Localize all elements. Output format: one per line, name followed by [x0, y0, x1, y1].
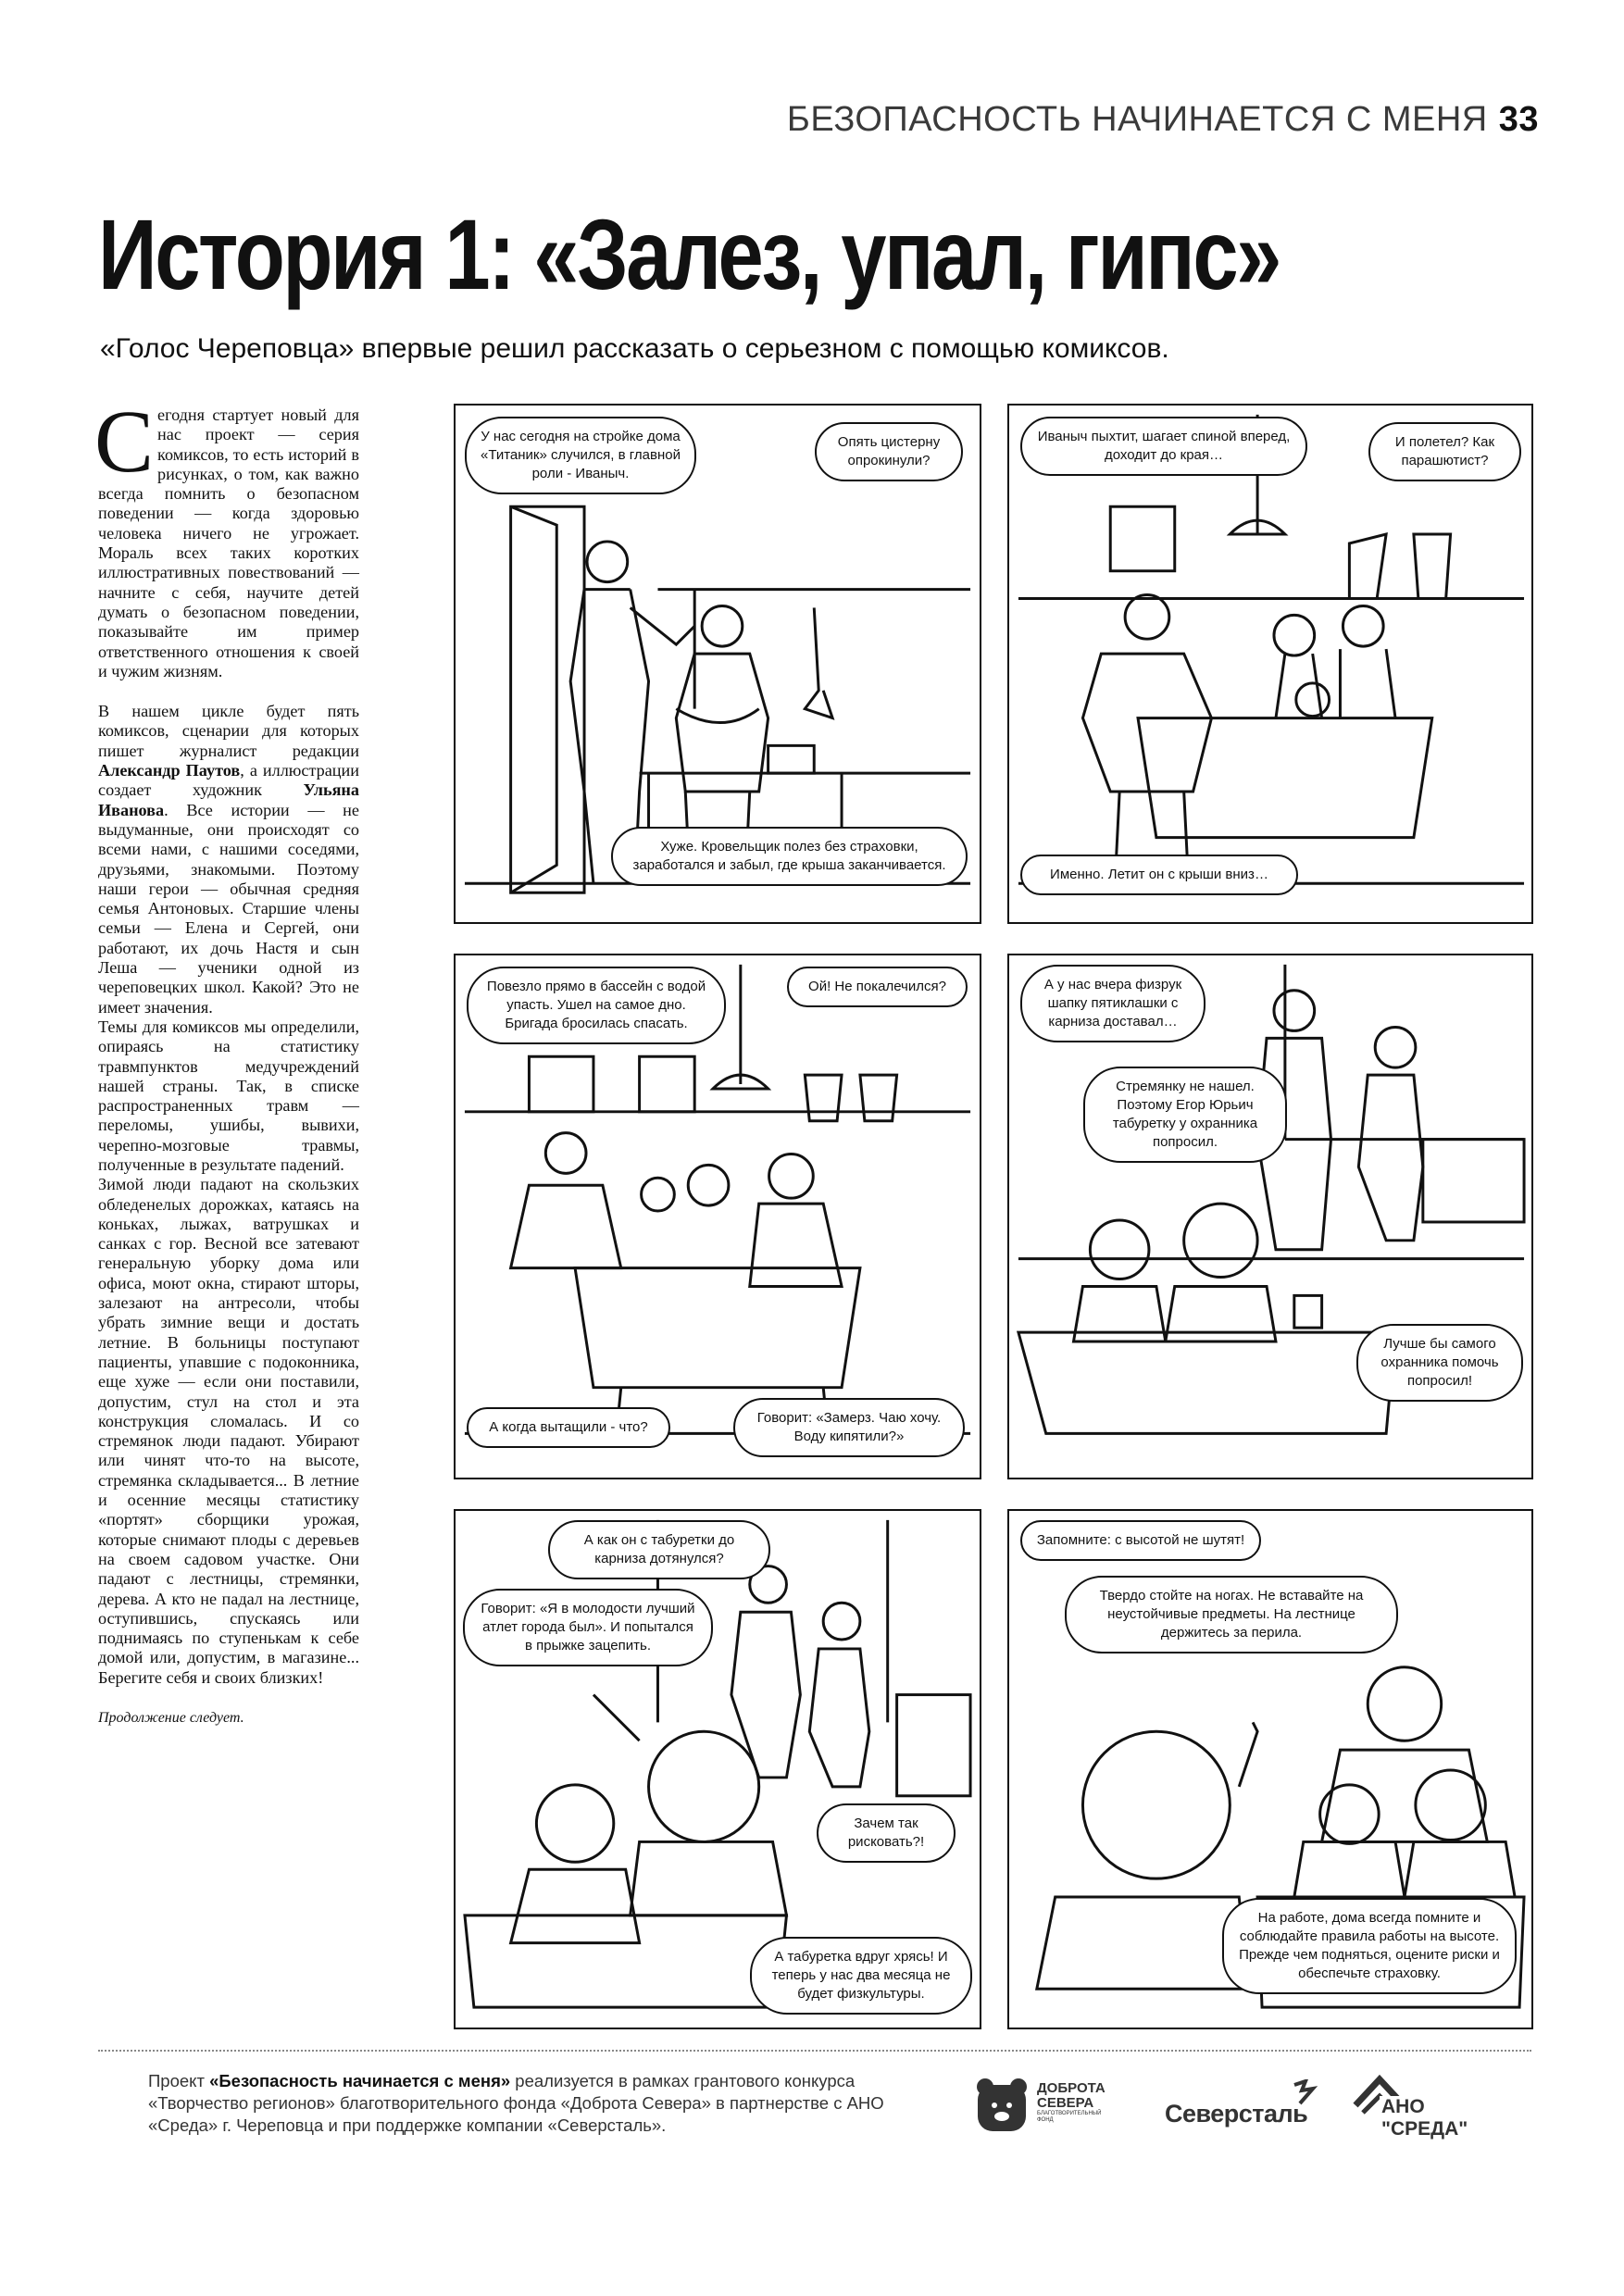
logo-text: АНО "СРЕДА" — [1380, 2096, 1509, 2140]
comic-panel-6 — [1007, 1509, 1533, 2029]
comic-panel-2 — [1007, 404, 1533, 924]
footer-text-part: Проект — [148, 2071, 210, 2090]
speech-bubble: Запомните: с высотой не шутят! — [1020, 1520, 1261, 1561]
paragraph-text: В нашем цикле будет пять комиксов, сценарии для которых пишет журналист редакции — [98, 702, 359, 760]
speech-bubble: Повезло прямо в бассейн с водой упасть. Ушел на самое дно. Бригада бросилась спасать. — [467, 967, 726, 1044]
footer-divider — [98, 2050, 1531, 2052]
dropcap: С — [94, 392, 155, 491]
speech-bubble: Зачем так рисковать?! — [817, 1803, 956, 1863]
logo-subtext: БЛАГОТВОРИТЕЛЬНЫЙ ФОНД — [1037, 2111, 1102, 2123]
ano-sreda-logo — [1352, 2072, 1509, 2140]
page-number: 33 — [1498, 100, 1539, 139]
article-paragraph-4: Зимой люди падают на скользких обледенелых дорожках, катаясь на коньках, лыжах, ватрушках и санках с гор. Весной все затевают генеральную уборку дома или офиса, моют окна, стирают шторы, залезают на антресоли, чтобы убрать зимние вещи и достать летние. В больницы поступают пациенты, упавшие с подоконника, еще хуже — если они поставили, допустим, стул на стол и эта конструкция сломалась. И со стремянок люди падают. Убирают или чинят что-то на высоте, стремянка складывается... В летние и осенние месяцы статистику «портят» сборщики урожая, которые снимают плоды с деревьев на своем садовом участке. Они падают с лестницы, стремянки, дерева. А кто не падал на лестнице, оступившись, спускаясь или поднимаясь по ступенькам к себе домой или, допустим, в магазине... Берегите себя и своих близких! — [98, 1175, 359, 1687]
panel-2-illustration — [1009, 406, 1531, 922]
footer-text — [148, 2070, 954, 2137]
comic-panel-3 — [454, 954, 981, 1479]
paragraph-text: . Все истории — не выдуманные, они происходят со всеми нами, с нашими соседями, друзьями, знакомыми. Поэтому наши герои — обычная средняя семья Антоновых. Старшие члены семьи — Елена и Сергей, они работают, их дочь Настя и сын Леша — ученики одной из череповецких школ. Какой? Это не имеет значения. — [98, 800, 359, 1017]
section-header — [787, 100, 1539, 140]
speech-bubble: И полетел? Как парашютист? — [1368, 422, 1521, 481]
logo-text: СЕВЕРА — [1037, 2095, 1094, 2111]
paragraph-text: егодня стартует новый для нас проект — серия комиксов, то есть историй в рисунках, о том, как важно всегда помнить о безопасном поведении — когда здоровью человека ничего не угрожает. Мораль всех таких коротких иллюстративных повествований — начните с себя, научите детей думать о безопасном поведении, показывайте им пример ответственного отношения к своей и чужим жизням. — [98, 406, 359, 680]
author-name: Александр Паутов — [98, 761, 241, 780]
comic-panel-4 — [1007, 954, 1533, 1479]
speech-bubble: Говорит: «Я в молодости лучший атлет города был». И попытался в прыжке зацепить. — [463, 1589, 713, 1666]
dobrota-severa-logo — [974, 2074, 1122, 2137]
footer-text-part: реализуется в рамках грантового конкурса «Творчество регионов» благотворительного фонда «Доброта Севера» в партнерстве с АНО «Среда» г. Череповца и при поддержке компании «Северсталь». — [148, 2071, 884, 2135]
article-column — [94, 392, 360, 1728]
speech-bubble: А табуретка вдруг хрясь! И теперь у нас два месяца не будет физкультуры. — [750, 1937, 972, 2015]
section-title: БЕЗОПАСНОСТЬ НАЧИНАЕТСЯ С МЕНЯ — [786, 100, 1488, 139]
article-paragraph-1 — [94, 392, 359, 681]
article-paragraph-2 — [98, 702, 359, 1017]
comic-panel-1 — [454, 404, 981, 924]
comic-panel-5 — [454, 1509, 981, 2029]
continued-note: Продолжение следует. — [98, 1710, 244, 1726]
speech-bubble: А когда вытащили - что? — [467, 1407, 670, 1448]
speech-bubble: А как он с табуретки до карниза дотянулся? — [548, 1520, 770, 1579]
speech-bubble: А у нас вчера физрук шапку пятиклашки с карниза доставал… — [1020, 965, 1206, 1042]
speech-bubble: Иваныч пыхтит, шагает спиной вперед, доходит до края… — [1020, 417, 1307, 476]
speech-bubble: Хуже. Кровельщик полез без страховки, заработался и забыл, где крыша заканчивается. — [611, 827, 968, 886]
severstal-logo — [1165, 2079, 1313, 2135]
page-subtitle: «Голос Череповца» впервые решил рассказать о серьезном с помощью комиксов. — [100, 333, 1169, 364]
speech-bubble: Именно. Летит он с крыши вниз… — [1020, 855, 1298, 895]
speech-bubble: Говорит: «Замерз. Чаю хочу. Воду кипятили?» — [733, 1398, 965, 1457]
speech-bubble: На работе, дома всегда помните и соблюдайте правила работы на высоте. Прежде чем подняться, оцените риски и обеспечьте страховку. — [1222, 1898, 1517, 1994]
artist-name: Ульяна Иванова — [98, 780, 359, 819]
speech-bubble: Лучше бы самого охранника помочь попросил! — [1356, 1324, 1523, 1402]
bear-icon — [974, 2074, 1030, 2135]
logo-text: Северсталь — [1165, 2100, 1308, 2128]
logo-text: ДОБРОТА — [1037, 2080, 1106, 2096]
paragraph-text: , а иллюстрации создает художник — [98, 761, 360, 800]
project-name: «Безопасность начинается с меня» — [209, 2071, 511, 2090]
speech-bubble: Стремянку не нашел. Поэтому Егор Юрьич табуретку у охранника попросил. — [1083, 1067, 1287, 1163]
page-title: История 1: «Залез, упал, гипс» — [98, 198, 1280, 310]
article-paragraph-3: Темы для комиксов мы определили, опираясь на статистику травмпунктов медучреждений нашей страны. Так, в списке распространенных травм — переломы, ушибы, вывихи, черепно-мозговые травмы, полученные в результате падений. — [98, 1017, 359, 1174]
speech-bubble: Ой! Не покалечился? — [787, 967, 968, 1007]
speech-bubble: Опять цистерну опрокинули? — [815, 422, 963, 481]
speech-bubble: Твердо стойте на ногах. Не вставайте на неустойчивые предметы. На лестнице держитесь за перила. — [1065, 1576, 1398, 1653]
speech-bubble: У нас сегодня на стройке дома «Титаник» случился, в главной роли - Иваныч. — [465, 417, 696, 494]
